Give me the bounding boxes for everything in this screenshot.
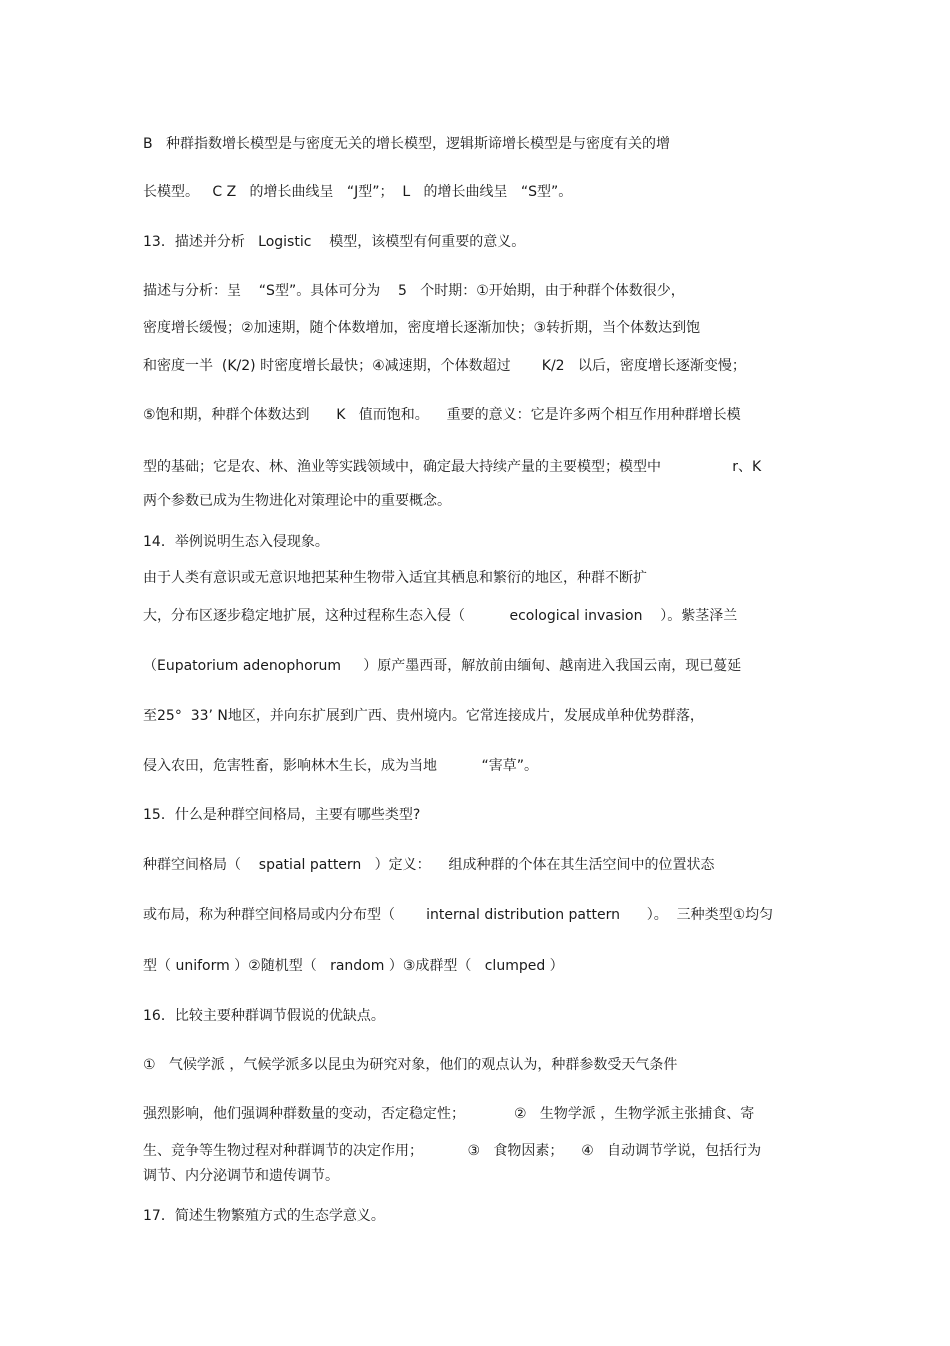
text-line: 生、竞争等生物过程对种群调节的决定作用； ③ 食物因素； ④ 自动调节学说，包括行为 <box>143 1143 762 1159</box>
text-line: 强烈影响，他们强调种群数量的变动，否定稳定性； ② 生物学派 ，生物学派主张捕食、寄 <box>143 1106 755 1122</box>
question-heading: 15．什么是种群空间格局，主要有哪些类型? <box>143 807 421 823</box>
question-heading: 16．比较主要种群调节假说的优缺点。 <box>143 1008 385 1024</box>
text-line: 调节、内分泌调节和遗传调节。 <box>143 1168 339 1184</box>
text-line: 侵入农田，危害牲畜，影响林木生长，成为当地 “害草”。 <box>143 758 539 774</box>
text-line: 种群空间格局（ spatial pattern ）定义： 组成种群的个体在其生活空间中的位置状态 <box>143 857 715 873</box>
text-line: （Eupatorium adenophorum ）原产墨西哥，解放前由缅甸、越南进入我国云南，现已蔓延 <box>143 658 742 674</box>
text-line: 密度增长缓慢；②加速期，随个体数增加，密度增长逐渐加快；③转折期，当个体数达到饱 <box>143 320 701 336</box>
text-line: 两个参数已成为生物进化对策理论中的重要概念。 <box>143 493 451 509</box>
text-line: 大，分布区逐步稳定地扩展，这种过程称生态入侵（ ecological invasion ）。紫茎泽兰 <box>143 608 738 624</box>
text-line: 型（ uniform ）②随机型（ random ）③成群型（ clumped ） <box>143 958 564 974</box>
text-line: B 种群指数增长模型是与密度无关的增长模型，逻辑斯谛增长模型是与密度有关的增 <box>143 136 670 152</box>
text-line: 至25° 33’ N地区，并向东扩展到广西、贵州境内。它常连接成片，发展成单种优势群落， <box>143 708 704 724</box>
text-line: 描述与分析：呈 “S型”。具体可分为 5 个时期：①开始期，由于种群个体数很少， <box>143 283 685 299</box>
text-line: 长模型。 C Z 的增长曲线呈 “J型”； L 的增长曲线呈 “S型”。 <box>143 184 573 200</box>
question-heading: 17．简述生物繁殖方式的生态学意义。 <box>143 1208 385 1224</box>
question-heading: 13．描述并分析 Logistic 模型，该模型有何重要的意义。 <box>143 234 526 250</box>
text-line: ① 气候学派 ，气候学派多以昆虫为研究对象，他们的观点认为，种群参数受天气条件 <box>143 1057 678 1073</box>
text-line: 由于人类有意识或无意识地把某种生物带入适宜其栖息和繁衍的地区，种群不断扩 <box>143 570 647 586</box>
text-line: 型的基础；它是农、林、渔业等实践领域中，确定最大持续产量的主要模型；模型中 r、K <box>143 459 762 475</box>
question-heading: 14．举例说明生态入侵现象。 <box>143 534 329 550</box>
text-line: 或布局，称为种群空间格局或内分布型（ internal distribution pattern ）。 三种类型①均匀 <box>143 907 774 923</box>
text-line: 和密度一半 (K/2) 时密度增长最快；④减速期，个体数超过 K/2 以后，密度增长逐渐变慢； <box>143 358 746 374</box>
text-line: ⑤饱和期，种群个体数达到 K 值而饱和。 重要的意义：它是许多两个相互作用种群增长模 <box>143 407 741 423</box>
